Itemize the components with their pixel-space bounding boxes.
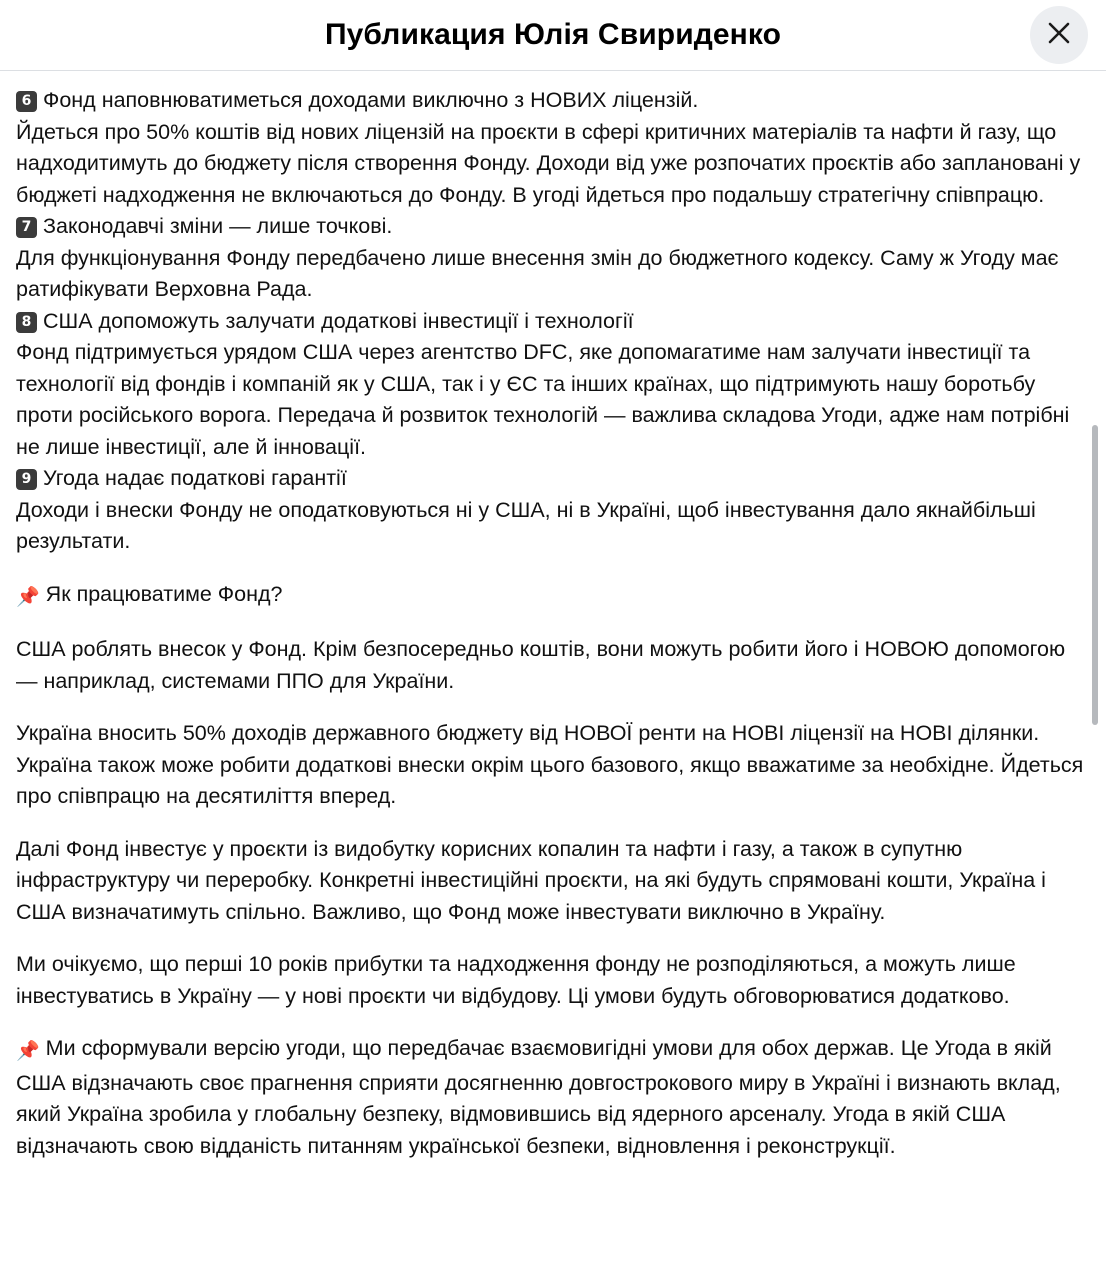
list-item-body: Для функціонування Фонду передбачено лише внесення змін до бюджетного кодексу. Саму ж Угоду має ратифікувати Верховна Рада.: [16, 245, 1059, 301]
list-item-lead-text: США допоможуть залучати додаткові інвестиції і технології: [43, 308, 634, 333]
final-note-text: Ми сформували версію угоди, що передбачає взаємовигідні умови для обох держав. Це Угода в якій США відзначають своє прагнення сприяти досягненню довгострокового миру в Україні і визнають вклад, який Україна зробила у глобальну безпеку, відмовившись від ядерного арсеналу. Угода в якій США відзначають свою відданість питанням української безпеки, відновлення і реконструкції.: [16, 1036, 1061, 1158]
spacer: [16, 558, 1084, 579]
keycap-number-icon: 6: [16, 91, 37, 112]
final-note: [16, 1033, 1084, 1162]
list-item-lead-text: Фонд наповнюватиметься доходами виключно з НОВИХ ліцензій.: [43, 88, 699, 112]
list-item: [16, 211, 1084, 306]
scrollbar-thumb[interactable]: [1092, 425, 1098, 725]
keycap-number-icon: 7: [16, 217, 37, 238]
modal-header: [0, 0, 1106, 70]
paragraph: США роблять внесок у Фонд. Крім безпосередньо коштів, вони можуть робити його і НОВОЮ допомогою — наприклад, системами ППО для України.: [16, 637, 1066, 693]
list-item-lead: [16, 85, 1084, 117]
list-item-body: Доходи і внески Фонду не оподатковуються ні у США, ні в Україні, щоб інвестування дало якнайбільші результати.: [16, 497, 1036, 553]
list-item-lead-text: Законодавчі зміни — лише точкові.: [43, 214, 393, 238]
spacer: [16, 1012, 1084, 1033]
pushpin-icon: 📌: [16, 586, 40, 608]
keycap-number-icon: 8: [16, 312, 37, 333]
close-button[interactable]: [1030, 6, 1088, 64]
list-item: [16, 85, 1084, 211]
paragraph: Далі Фонд інвестує у проєкти із видобутку корисних копалин та нафти і газу, а також в супутню інфраструктуру чи переробку. Конкретні інвестиційні проєкти, на які будуть спрямовані кошти, Україна і США визначатимуть спільно. Важливо, що Фонд може інвестувати виключно в Україну.: [16, 836, 1046, 924]
list-item-lead: [16, 306, 1084, 338]
scrollbar[interactable]: [1096, 80, 1102, 1274]
list-item-body: Йдеться про 50% коштів від нових ліцензій на проєкти в сфері критичних матеріалів та нафти й газу, що надходитимуть до бюджету після створення Фонду. Доходи від уже розпочатих проєктів або заплановані у бюджеті надходження не включаються до Фонду. В угоді йдеться про подальшу стратегічну співпрацю.: [16, 119, 1081, 207]
paragraph: Україна вносить 50% доходів державного бюджету від НОВОЇ ренти на НОВІ ліцензії на НОВІ ділянки. Україна також може робити додаткові внески окрім цього базового, якщо вважатиме за необхідне. Йдеться про співпрацю на десятиліття вперед.: [16, 721, 1084, 808]
spacer: [16, 813, 1084, 834]
list-item: [16, 463, 1084, 558]
list-item-lead: [16, 211, 1084, 243]
list-item: [16, 306, 1084, 464]
spacer: [16, 928, 1084, 949]
section-heading-text: Як працюватиме Фонд?: [45, 581, 283, 606]
keycap-number-icon: 9: [16, 469, 37, 490]
section-heading: [16, 579, 1084, 614]
paragraph: Ми очікуємо, що перші 10 років прибутки та надходження фонду не розподіляються, а можуть лише інвестуватись в Україну — у нові проєкти чи відбудову. Ці умови будуть обговорюватися додатково.: [16, 952, 1016, 1008]
list-item-body: Фонд підтримується урядом США через агентство DFC, яке допомагатиме нам залучати інвестиції та технології від фондів і компаній як у США, так і у ЄС та інших країнах, що підтримують нашу боротьбу проти російського ворога. Передача й розвиток технологій — важлива складова Угоди, адже нам потрібні не лише інвестиції, але й інновації.: [16, 340, 1070, 459]
spacer: [16, 697, 1084, 718]
page-title: Публикация Юлія Свириденко: [324, 18, 782, 51]
close-icon: [1046, 20, 1072, 51]
pushpin-icon: 📌: [16, 1041, 40, 1062]
list-item-lead: [16, 463, 1084, 495]
post-body: [0, 71, 1106, 1280]
spacer: [16, 613, 1084, 634]
list-item-lead-text: Угода надає податкові гарантії: [43, 466, 347, 490]
